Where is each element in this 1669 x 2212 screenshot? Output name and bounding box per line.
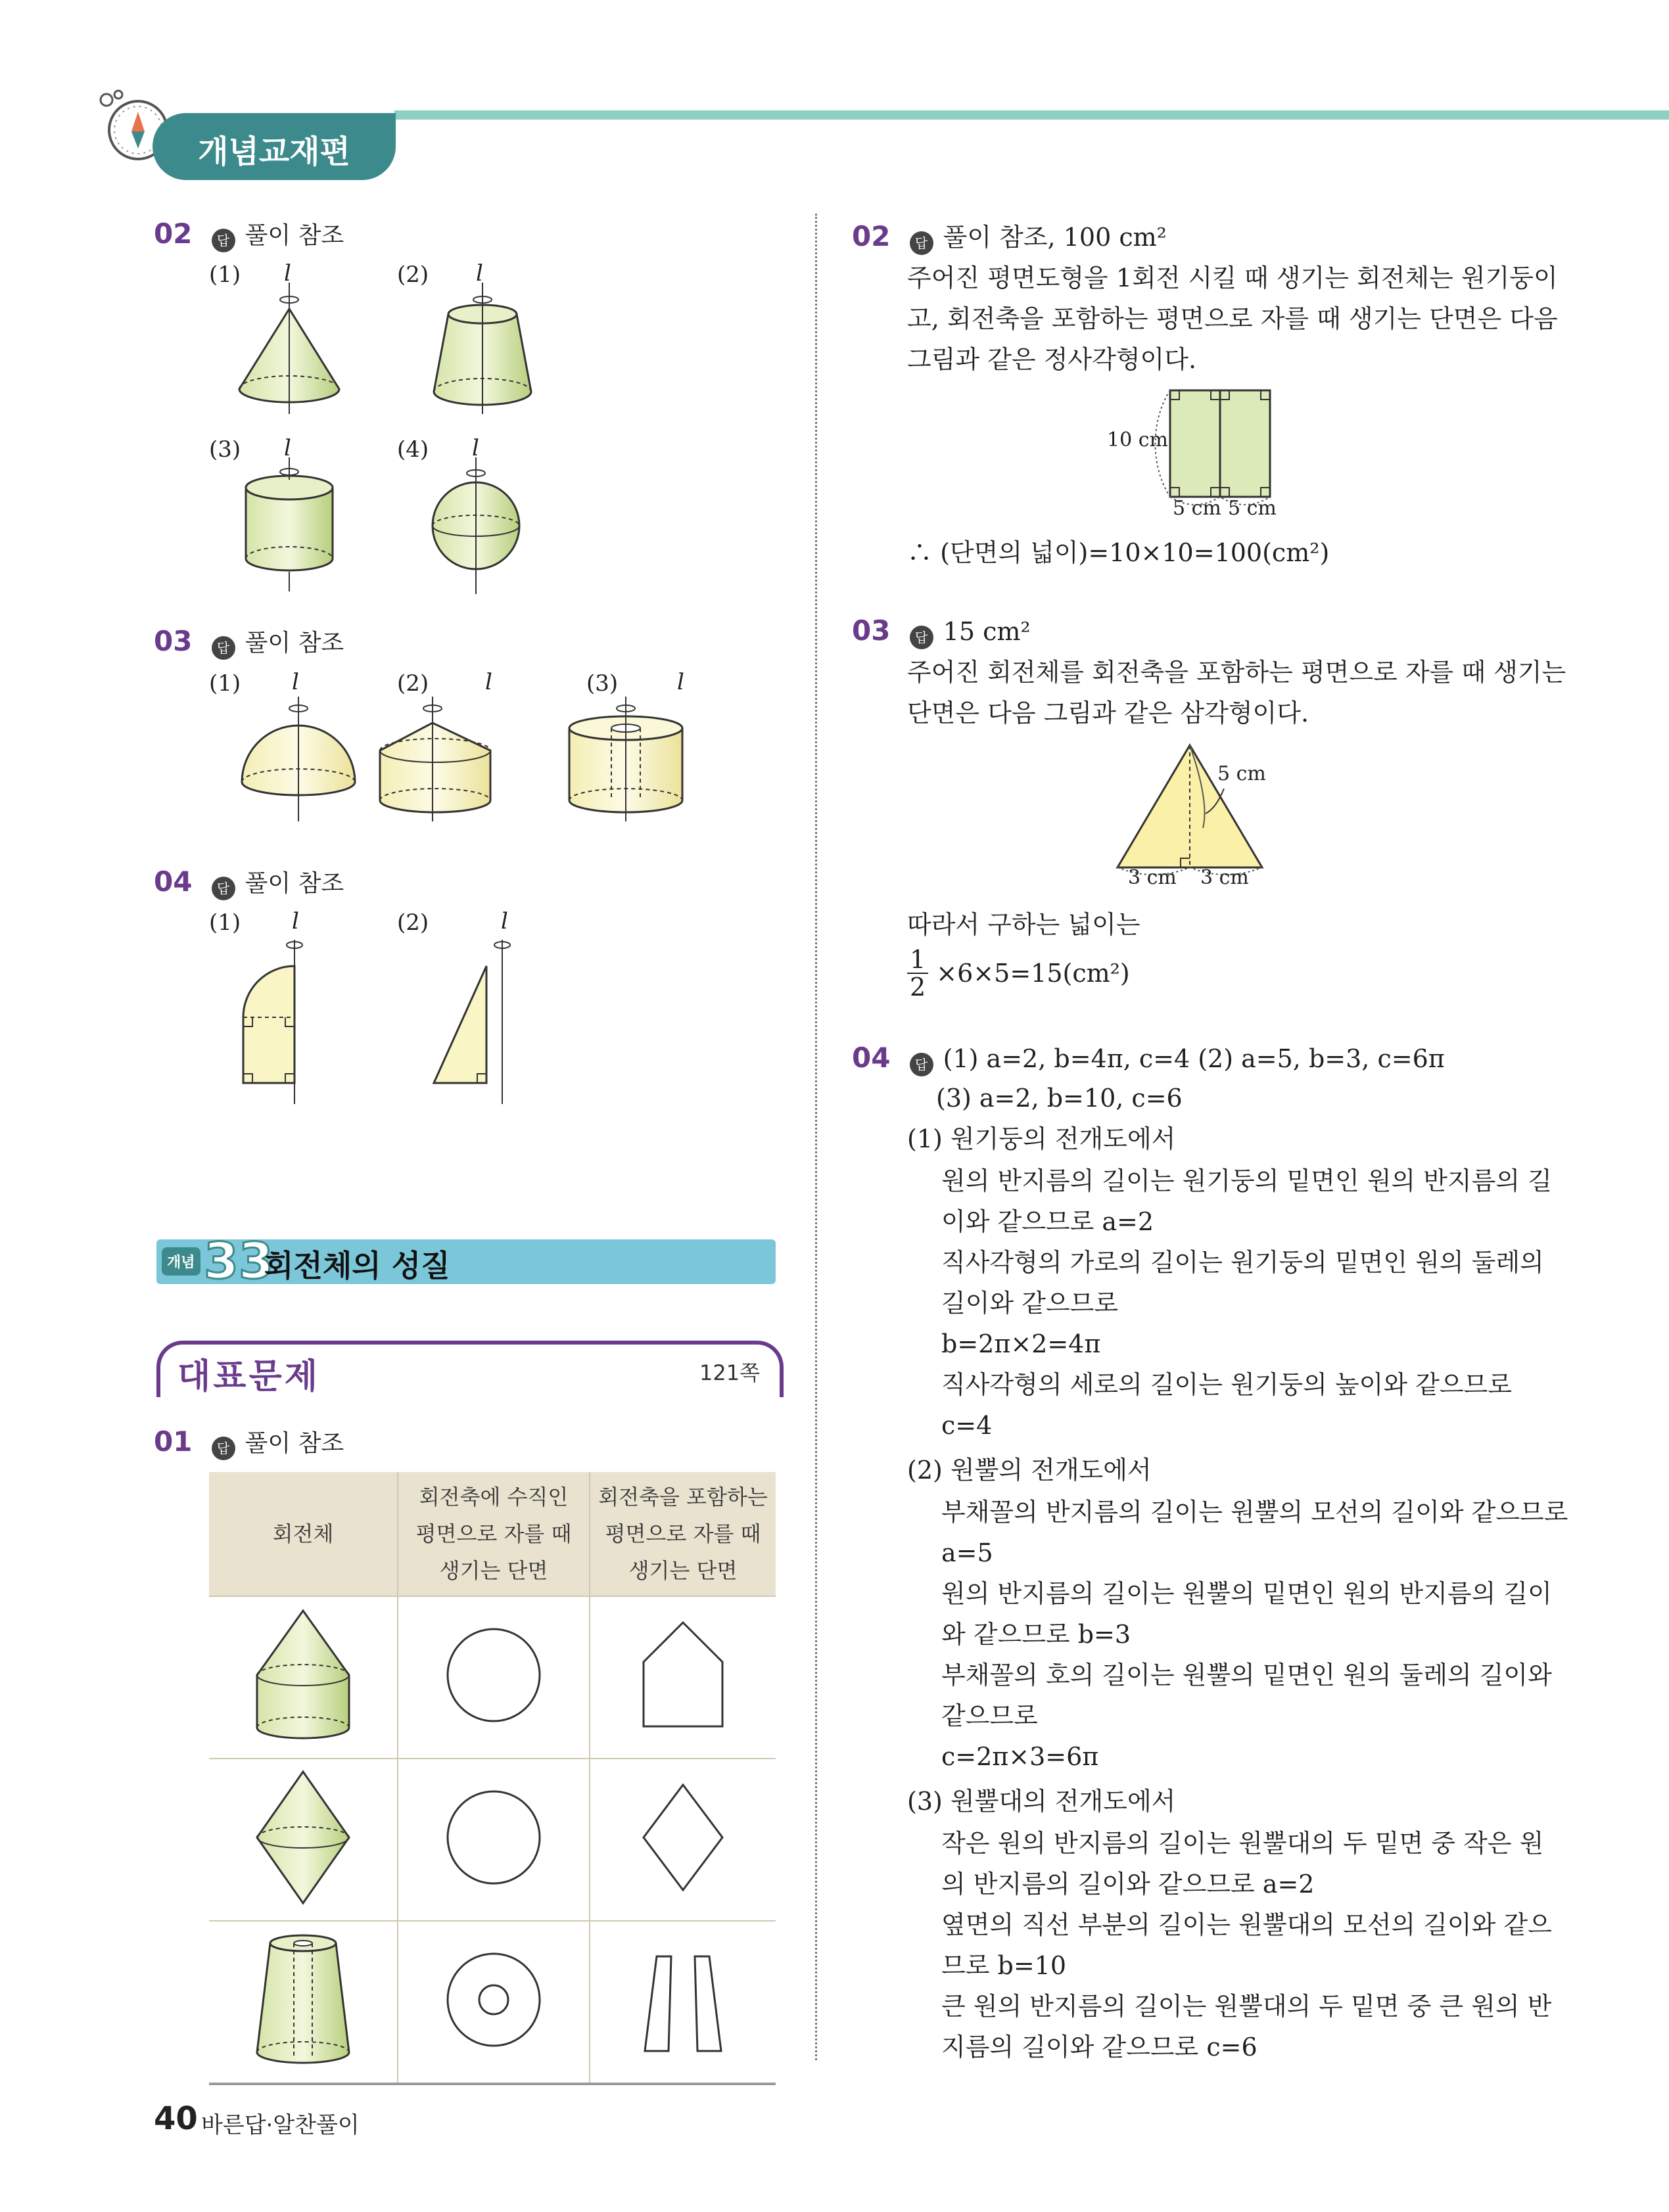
circle-section	[441, 1785, 546, 1890]
text-line: 원의 반지름의 길이는 원기둥의 밑면인 원의 반지름의 길	[941, 1166, 1552, 1195]
text-line: c=4	[941, 1411, 993, 1440]
formula-text: ×6×5=15(cm²)	[936, 959, 1130, 988]
perp-section-cell	[398, 1921, 590, 2084]
fig-label: (1)	[209, 262, 241, 288]
perp-section-cell	[398, 1596, 590, 1759]
axis-label: l	[485, 669, 492, 695]
p02-solids-figure	[230, 283, 585, 618]
pentagon-section	[637, 1616, 729, 1734]
dim-label: 5 cm	[1173, 497, 1221, 520]
dim-label: 5 cm	[1228, 497, 1277, 520]
problem-number: 01	[154, 1425, 193, 1458]
annulus-section	[441, 1947, 546, 2052]
axial-section-cell	[590, 1759, 776, 1921]
problem-number: 03	[852, 614, 891, 647]
q03-formula	[907, 946, 1130, 1000]
dim-label: 3 cm	[1128, 866, 1177, 889]
header-tab-title: 개념교재편	[198, 133, 350, 170]
column-divider	[815, 214, 817, 2060]
solution-part-1	[941, 1161, 1599, 1446]
fig-label: (2)	[397, 262, 429, 288]
section-title: 회전체의 성질	[264, 1248, 450, 1283]
text-line: 고, 회전축을 포함하는 평면으로 자를 때 생기는 단면은 다음	[907, 304, 1558, 333]
problem-01-header	[154, 1425, 344, 1460]
text-line: 그림과 같은 정사각형이다.	[907, 345, 1197, 374]
hollow-frustum-figure	[250, 1927, 356, 2072]
q04-header	[852, 1038, 1445, 1079]
answer-text: 풀이 참조	[245, 1430, 344, 1457]
text-line: 옆면의 직선 부분의 길이는 원뿔대의 모선의 길이와 같으	[941, 1910, 1552, 1939]
table-header: 회전체	[209, 1472, 398, 1596]
p04-plane-figures	[230, 927, 532, 1111]
text-line: 직사각형의 세로의 길이는 원기둥의 높이와 같으므로	[941, 1370, 1512, 1399]
text-line: 같으므로	[941, 1701, 1038, 1730]
answer-text: 풀이 참조, 100 cm²	[943, 223, 1167, 252]
text-line: 의 반지름의 길이와 같으므로 a=2	[941, 1870, 1315, 1899]
text-line: 작은 원의 반지름의 길이는 원뿔대의 두 밑면 중 작은 원	[941, 1829, 1544, 1858]
text-line: 와 같으므로 b=3	[941, 1620, 1131, 1649]
double-cone-figure	[250, 1765, 356, 1910]
rhombus-section	[637, 1778, 729, 1897]
axial-section-cell	[590, 1596, 776, 1759]
page-reference: 121쪽	[699, 1360, 760, 1385]
q03-after: 따라서 구하는 넓이는	[907, 910, 1140, 939]
problem-number: 04	[154, 865, 193, 898]
answer-text: 풀이 참조	[245, 630, 344, 657]
axial-section-cell	[590, 1921, 776, 2084]
q02-explanation	[907, 258, 1578, 380]
axis-label: l	[284, 260, 291, 287]
text-line: 길이와 같으므로	[941, 1289, 1119, 1318]
text-line: 원의 반지름의 길이는 원뿔의 밑면인 원의 반지름의 길이	[941, 1579, 1552, 1608]
solid-cell	[209, 1921, 398, 2084]
header-rule	[394, 110, 1669, 120]
text-line: 지름의 길이와 같으므로 c=6	[941, 2033, 1258, 2062]
answer-icon: 답	[212, 877, 235, 900]
section-badge: 개념	[162, 1247, 200, 1276]
text-line: 이와 같으므로 a=2	[941, 1207, 1154, 1236]
axis-label: l	[284, 435, 291, 461]
cone-on-cylinder-figure	[250, 1603, 356, 1747]
q02-conclusion: ∴ (단면의 넓이)=10×10=100(cm²)	[907, 538, 1330, 567]
page-number: 40	[154, 2100, 198, 2137]
table-row	[209, 1921, 776, 2084]
problem-number: 02	[852, 220, 891, 252]
solution-part-2	[941, 1492, 1599, 1777]
solid-cell	[209, 1759, 398, 1921]
q03-explanation	[907, 652, 1578, 733]
p03-solids-figure	[237, 690, 749, 828]
problem-03-header	[154, 624, 344, 660]
fraction-numerator: 1	[907, 946, 928, 974]
sub-heading: (3) 원뿔대의 전개도에서	[907, 1787, 1176, 1816]
table-row	[209, 1596, 776, 1759]
answer-icon: 답	[910, 1053, 933, 1076]
answer-icon: 답	[212, 1437, 235, 1460]
table-header: 회전축에 수직인 평면으로 자를 때 생기는 단면	[398, 1472, 590, 1596]
text-line: a=5	[941, 1538, 993, 1567]
fraction-denominator: 2	[910, 973, 926, 1002]
table-header: 회전축을 포함하는 평면으로 자를 때 생기는 단면	[590, 1472, 776, 1596]
fig-label: (1)	[209, 910, 241, 936]
answer-text: 15 cm²	[943, 617, 1031, 646]
problem-04-header	[154, 865, 344, 900]
text-line: 부채꼴의 호의 길이는 원뿔의 밑면인 원의 둘레의 길이와	[941, 1661, 1552, 1690]
answer-text: 풀이 참조	[245, 870, 344, 897]
text-line: 므로 b=10	[941, 1951, 1067, 1980]
answer-icon: 답	[212, 636, 235, 660]
axis-label: l	[501, 908, 508, 934]
text-line: b=2π×2=4π	[941, 1329, 1101, 1358]
problem-02-header	[154, 217, 344, 252]
fig-label: (1)	[209, 670, 241, 697]
sub-heading: (2) 원뿔의 전개도에서	[907, 1456, 1152, 1485]
solution-part-3	[941, 1823, 1599, 2067]
answer-icon: 답	[910, 626, 933, 649]
circle-section	[441, 1623, 546, 1728]
book-title: 바른답·알찬풀이	[201, 2112, 360, 2138]
axis-label: l	[292, 669, 299, 695]
sub-heading: (1) 원기둥의 전개도에서	[907, 1124, 1176, 1153]
problem-number: 02	[154, 218, 193, 250]
problem-number: 03	[154, 625, 193, 657]
text-line: 주어진 회전체를 회전축을 포함하는 평면으로 자를 때 생기는	[907, 658, 1566, 687]
fig-label: (2)	[397, 670, 429, 697]
axis-label: l	[472, 435, 479, 461]
fig-label: (4)	[397, 436, 429, 463]
cross-section-table	[209, 1472, 776, 2085]
text-line: 직사각형의 가로의 길이는 원기둥의 밑면인 원의 둘레의	[941, 1248, 1544, 1277]
solid-cell	[209, 1596, 398, 1759]
fig-label: (2)	[397, 910, 429, 936]
section-number: 33	[204, 1232, 273, 1290]
fig-label: (3)	[209, 436, 241, 463]
answer-icon: 답	[212, 229, 235, 252]
dim-label: 5 cm	[1217, 762, 1266, 785]
answer-icon: 답	[910, 231, 933, 255]
table-row	[209, 1759, 776, 1921]
q02-header	[852, 217, 1167, 258]
fig-label: (3)	[586, 670, 619, 697]
dim-label: 3 cm	[1200, 866, 1249, 889]
perp-section-cell	[398, 1759, 590, 1921]
dim-label: 10 cm	[1107, 428, 1168, 451]
text-line: c=2π×3=6π	[941, 1742, 1099, 1771]
header-tab	[153, 113, 396, 180]
axis-label: l	[292, 908, 299, 934]
text-line: 부채꼴의 반지름의 길이는 원뿔의 모선의 길이와 같으므로	[941, 1498, 1568, 1527]
answer-text: (3) a=2, b=10, c=6	[936, 1084, 1183, 1113]
text-line: 큰 원의 반지름의 길이는 원뿔대의 두 밑면 중 큰 원의 반	[941, 1992, 1552, 2021]
answer-text: (1) a=2, b=4π, c=4 (2) a=5, b=3, c=6π	[943, 1044, 1445, 1073]
axis-label: l	[677, 669, 684, 695]
q03-header	[852, 611, 1031, 652]
text-line: 주어진 평면도형을 1회전 시킬 때 생기는 회전체는 원기둥이	[907, 264, 1558, 292]
representative-problems-title: 대표문제	[177, 1357, 320, 1396]
problem-number: 04	[852, 1042, 891, 1074]
answer-text: 풀이 참조	[245, 222, 344, 249]
text-line: 단면은 다음 그림과 같은 삼각형이다.	[907, 699, 1309, 727]
axis-label: l	[476, 260, 483, 287]
two-trapezoids-section	[637, 1941, 729, 2059]
